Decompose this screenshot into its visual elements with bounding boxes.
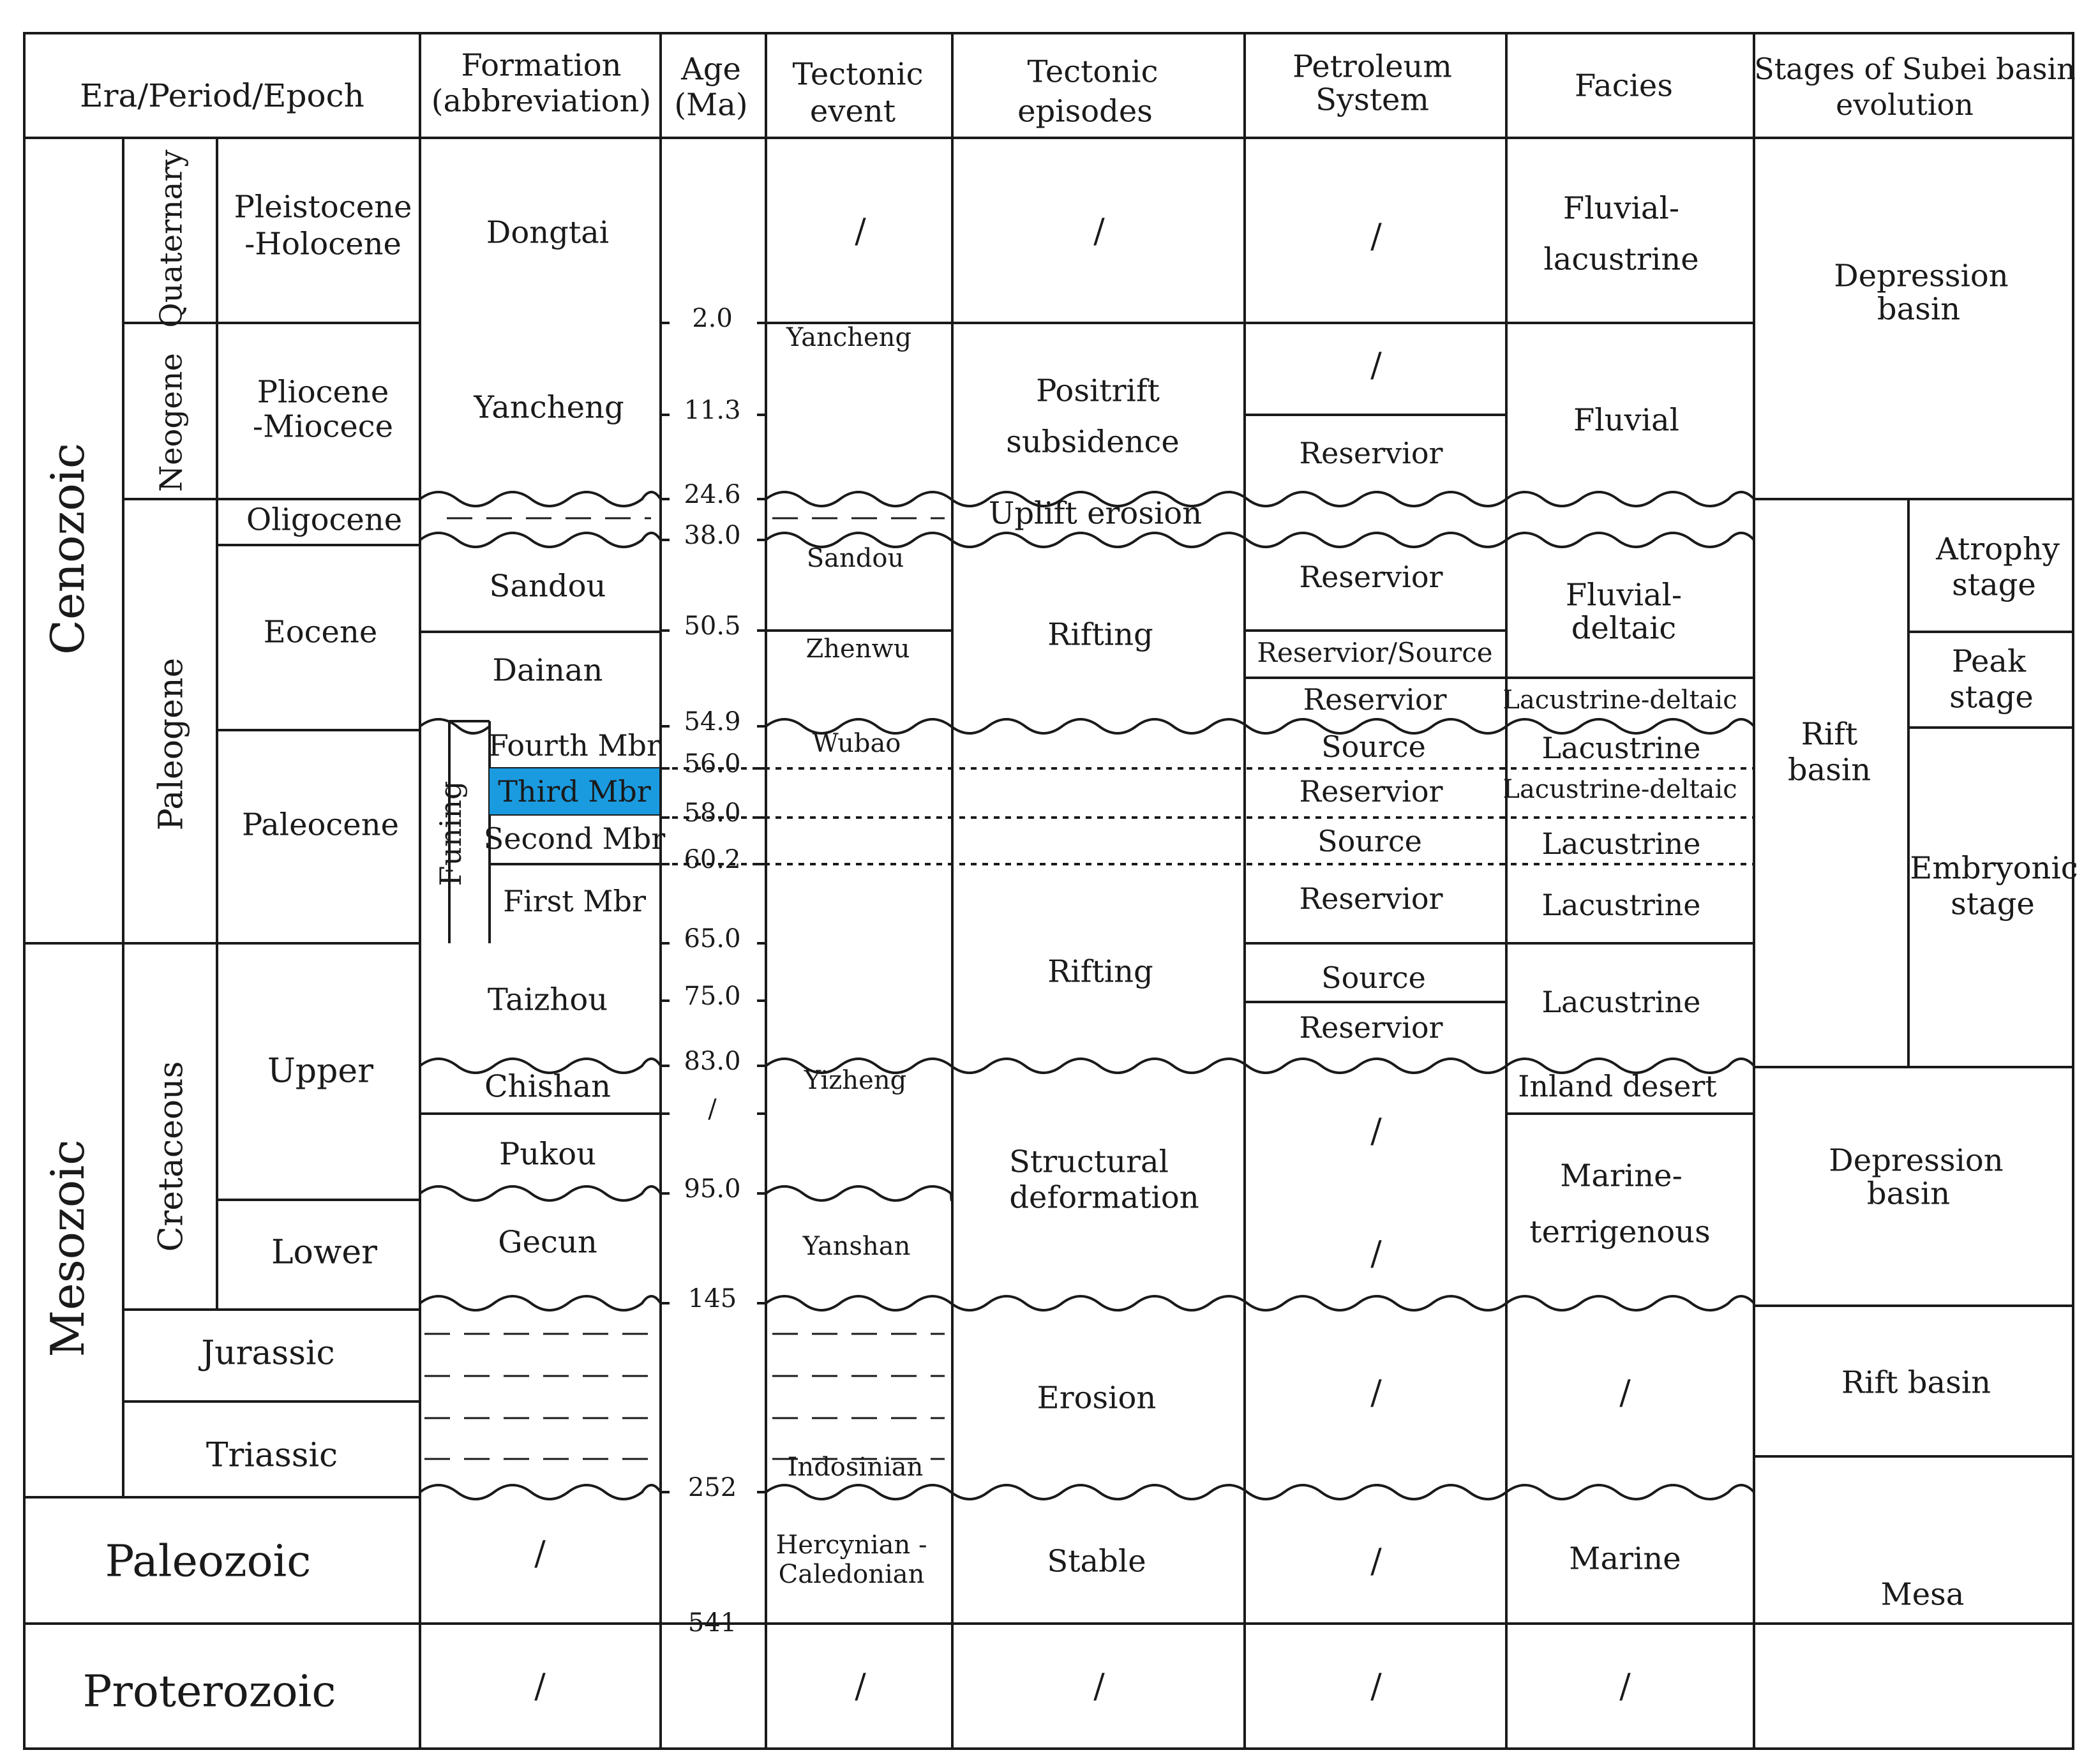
- formation-sandou: Sandou: [489, 568, 606, 604]
- facies-dongtai-sub: lacustrine: [1543, 241, 1699, 278]
- petro-first: Reservior: [1299, 881, 1443, 916]
- header-tectonic-event-sub: event: [809, 93, 896, 130]
- epoch-pliocene-sub: -Miocece: [252, 408, 394, 445]
- facies-none-proterozoic: /: [1619, 1667, 1631, 1706]
- header-era: Era/Period/Epoch: [80, 77, 364, 114]
- episode-rifting-lower: Rifting: [1047, 953, 1153, 990]
- header-stages: Stages of Subei basin: [1754, 52, 2076, 86]
- period-jurassic: Jurassic: [201, 1334, 335, 1373]
- stage-mesa: Mesa: [1880, 1576, 1965, 1613]
- formation-second-member: Second Mbr: [483, 821, 666, 856]
- formation-third-member: Third Mbr: [498, 774, 651, 809]
- episode-deformation: deformation: [1009, 1179, 1199, 1216]
- stage-peak: Peak: [1951, 643, 2027, 680]
- unconformity-10: [420, 1296, 661, 1310]
- event-yancheng: Yancheng: [786, 323, 912, 352]
- stage-depression-basin-top: Depression: [1834, 258, 2009, 294]
- petro-third: Reservior: [1299, 774, 1443, 809]
- unconformity-1: [420, 533, 661, 547]
- facies-sandou: Fluvial-: [1565, 577, 1683, 613]
- era-proterozoic: Proterozoic: [82, 1666, 336, 1717]
- petro-none-pukou: /: [1370, 1112, 1382, 1151]
- stage-embryonic: Embryonic: [1910, 850, 2078, 886]
- age-label-10: 75.0: [684, 982, 741, 1011]
- episode-structural: Structural: [1008, 1144, 1169, 1180]
- episode-positrift-sub: subsidence: [1006, 424, 1180, 460]
- age-label-11: 83.0: [684, 1047, 741, 1076]
- unconformity-3: [766, 533, 1754, 547]
- age-label-15: 252: [687, 1473, 737, 1502]
- era-mesozoic: Mesozoic: [41, 1139, 94, 1357]
- age-label-16: 541: [687, 1608, 737, 1638]
- age-label-2: 24.6: [684, 480, 741, 509]
- age-label-1: 11.3: [684, 396, 741, 425]
- header-tectonic-event: Tectonic: [792, 56, 924, 93]
- facies-marine-terrigenous: Marine-: [1560, 1158, 1683, 1194]
- formation-first-member: First Mbr: [503, 884, 646, 918]
- petro-fourth: Source: [1321, 729, 1426, 764]
- petro-none-quaternary: /: [1370, 217, 1382, 256]
- header-formation: Formation: [461, 47, 622, 84]
- stage-depression-basin-top-sub: basin: [1877, 291, 1961, 327]
- event-wubao: Wubao: [812, 729, 901, 758]
- facies-sandou-sub: deltaic: [1571, 610, 1677, 647]
- header-age-unit: (Ma): [674, 87, 748, 123]
- facies-marine-terrigenous-sub: terrigenous: [1529, 1214, 1711, 1250]
- header-facies: Facies: [1575, 68, 1673, 104]
- header-tectonic-episodes-sub: episodes: [1017, 93, 1153, 130]
- facies-taizhou: Lacustrine: [1541, 985, 1701, 1019]
- formation-funing: Funing: [433, 781, 468, 886]
- facies-third: Lacustrine-deltaic: [1503, 775, 1737, 804]
- era-paleozoic: Paleozoic: [105, 1536, 311, 1587]
- event-hercynian: Hercynian -: [776, 1530, 927, 1560]
- epoch-pleistocene-sub: -Holocene: [244, 226, 401, 262]
- facies-yancheng: Fluvial: [1573, 402, 1680, 438]
- episode-none-proterozoic: /: [1093, 1667, 1105, 1706]
- era-cenozoic: Cenozoic: [41, 442, 94, 655]
- period-triassic: Triassic: [206, 1436, 338, 1475]
- epoch-paleocene: Paleocene: [241, 807, 400, 843]
- stage-rift-basin: Rift: [1801, 716, 1858, 752]
- age-label-3: 38.0: [684, 521, 741, 550]
- formation-pukou: Pukou: [498, 1136, 597, 1172]
- episode-stable: Stable: [1047, 1543, 1146, 1580]
- petro-none-paleozoic: /: [1370, 1542, 1382, 1581]
- facies-fourth: Lacustrine: [1541, 731, 1701, 765]
- header-tectonic-episodes: Tectonic: [1027, 54, 1158, 90]
- formation-proterozoic-none: /: [534, 1667, 546, 1706]
- header-formation-sub: (abbreviation): [431, 83, 652, 119]
- petro-yancheng: Reservior: [1299, 436, 1443, 470]
- formation-taizhou: Taizhou: [487, 982, 608, 1018]
- unconformity-12: [420, 1485, 661, 1499]
- age-label-6: 56.0: [684, 749, 741, 779]
- event-yizheng: Yizheng: [804, 1066, 907, 1095]
- outer-frame: [24, 33, 2073, 1749]
- stage-depression-basin-mid-sub: basin: [1866, 1176, 1951, 1212]
- stage-rift-basin-sub: basin: [1787, 752, 1871, 788]
- formation-chishan: Chishan: [484, 1068, 611, 1105]
- header-petroleum: Petroleum: [1293, 49, 1452, 85]
- epoch-eocene: Eocene: [263, 614, 378, 650]
- unconformity-9: [766, 1186, 952, 1200]
- formation-paleozoic-none: /: [534, 1534, 546, 1573]
- stage-rift-basin-lower: Rift basin: [1841, 1364, 1991, 1401]
- formation-fourth-member: Fourth Mbr: [488, 728, 661, 763]
- header-petroleum-sub: System: [1315, 82, 1429, 118]
- facies-chishan: Inland desert: [1518, 1069, 1717, 1103]
- facies-dainan-lower: Lacustrine-deltaic: [1503, 685, 1737, 715]
- event-none-proterozoic: /: [855, 1667, 866, 1706]
- episode-uplift-erosion: Uplift erosion: [988, 495, 1203, 532]
- facies-second: Lacustrine: [1541, 826, 1701, 861]
- facies-first: Lacustrine: [1541, 888, 1701, 922]
- unconformity-11: [766, 1296, 1754, 1310]
- petro-taizhou-source: Source: [1321, 960, 1426, 995]
- petro-dainan: Reservior/Source: [1257, 637, 1493, 668]
- stage-embryonic-sub: stage: [1951, 886, 2035, 922]
- event-yanshan: Yanshan: [802, 1232, 911, 1261]
- event-indosinian: Indosinian: [787, 1453, 924, 1482]
- epoch-lower: Lower: [271, 1233, 377, 1272]
- unconformity-8: [420, 1186, 661, 1200]
- header-stages-sub: evolution: [1836, 87, 1974, 122]
- petro-none-neogene: /: [1370, 346, 1382, 385]
- unconformity-2: [766, 492, 1754, 506]
- event-caledonian: Caledonian: [778, 1560, 925, 1589]
- formation-gecun: Gecun: [498, 1224, 597, 1260]
- episode-rifting-upper: Rifting: [1047, 617, 1153, 653]
- age-label-8: 60.2: [684, 845, 741, 874]
- period-cretaceous: Cretaceous: [152, 1061, 191, 1252]
- stage-peak-sub: stage: [1949, 679, 2034, 715]
- petro-none-gecun: /: [1370, 1234, 1382, 1273]
- stage-atrophy-sub: stage: [1952, 567, 2036, 603]
- period-paleogene: Paleogene: [152, 657, 191, 831]
- petro-dainan-lower: Reservior: [1303, 682, 1447, 717]
- age-label-0: 2.0: [692, 304, 733, 333]
- petro-none-proterozoic: /: [1370, 1667, 1382, 1706]
- age-label-5: 54.9: [684, 707, 741, 736]
- facies-none-jura-trias: /: [1619, 1373, 1631, 1412]
- stage-atrophy: Atrophy: [1936, 531, 2060, 567]
- unconformity-0: [420, 492, 661, 506]
- age-label-9: 65.0: [684, 924, 741, 953]
- facies-dongtai: Fluvial-: [1563, 190, 1680, 227]
- age-label-12: /: [708, 1095, 717, 1124]
- stage-depression-basin-mid: Depression: [1829, 1142, 2004, 1179]
- event-sandou: Sandou: [806, 544, 904, 573]
- age-label-14: 145: [687, 1284, 737, 1313]
- epoch-pliocene: Pliocene: [257, 374, 389, 410]
- header-age: Age: [681, 51, 741, 87]
- formation-dongtai: Dongtai: [486, 214, 610, 251]
- age-label-7: 58.0: [684, 798, 741, 828]
- unconformity-13: [766, 1485, 1754, 1499]
- event-zhenwu: Zhenwu: [806, 634, 910, 664]
- petro-none-jura-trias: /: [1370, 1373, 1382, 1412]
- petro-second: Source: [1317, 824, 1422, 858]
- epoch-pleistocene: Pleistocene: [234, 189, 412, 225]
- episode-none-quaternary: /: [1093, 212, 1105, 251]
- facies-paleozoic: Marine: [1569, 1541, 1681, 1577]
- age-label-4: 50.5: [684, 611, 741, 641]
- event-none-quaternary: /: [855, 212, 866, 251]
- table-grid: [24, 33, 2073, 1749]
- epoch-oligocene: Oligocene: [246, 502, 403, 538]
- formation-yancheng: Yancheng: [474, 389, 624, 426]
- period-neogene: Neogene: [153, 353, 190, 492]
- period-quaternary: Quaternary: [153, 149, 190, 328]
- petro-sandou: Reservior: [1299, 560, 1443, 594]
- episode-positrift: Positrift: [1036, 373, 1160, 409]
- formation-dainan: Dainan: [492, 652, 603, 689]
- age-label-13: 95.0: [684, 1174, 741, 1204]
- epoch-upper: Upper: [267, 1052, 374, 1091]
- episode-erosion: Erosion: [1037, 1380, 1157, 1416]
- petro-taizhou-reservior: Reservior: [1299, 1010, 1443, 1045]
